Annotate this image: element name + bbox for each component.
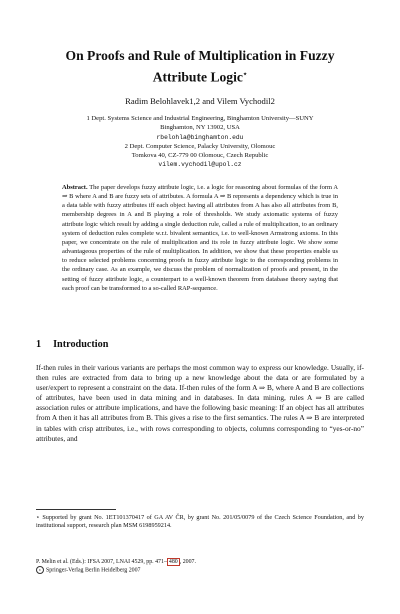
affiliation-1-email[interactable]: rbelohla@binghamton.edu [156, 133, 244, 141]
section-heading [36, 339, 108, 350]
publisher: Springer-Verlag Berlin Heidelberg 2007 [46, 567, 141, 574]
citation-prefix: P. Melin et al. (Eds.): IFSA 2007, LNAI 4529, pp. 471– [36, 559, 167, 565]
section-title: Introduction [53, 339, 109, 350]
abstract [62, 183, 338, 293]
introduction-paragraph: If-then rules in their various variants are perhaps the most common way to express our knowledge. Usually, if-then rules are extracted from data to bring up a new knowledge about the data or are formulated by a user/expert to represent a constraint on the data. If-then rules of the form A ⇒ B, where A and B are collections of attributes, have been used in data mining and in databases. In data mining, rules A ⇒ B are called association rules or attribute implications, and have the following basic meaning: If an object has all attributes from A then it has all attributes from B. This gives a rise to the first semantics. The rules A ⇒ B are interpreted in tables with crisp attributes, i.e., with rows corresponding to objects, columns corresponding to “yes-or-no” attributes, and [36, 363, 364, 443]
affiliation-2-email[interactable]: vilem.vychodil@upol.cz [158, 161, 242, 169]
copyright-icon: c [36, 566, 44, 574]
paper-title [30, 47, 370, 87]
footnote: ⋆ Supported by grant No. 1ET101370417 of GA AV ČR, by grant No. 201/05/0079 of the Czech Science Foundation, and by institutional support, research plan MSM 6198959214. [36, 514, 364, 530]
section-number: 1 [36, 339, 42, 350]
title-footnote-mark: ⋆ [242, 70, 248, 78]
affiliation-2-line-1: 2 Dept. Computer Science, Palacky University, Olomouc [124, 142, 276, 150]
publication-info-line-2 [36, 566, 364, 574]
title-line-1: On Proofs and Rule of Multiplication in Fuzzy [65, 48, 335, 63]
publication-info [36, 558, 364, 574]
abstract-label: Abstract. [62, 184, 88, 191]
citation-suffix: , 2007. [179, 559, 196, 565]
affiliation-2-line-2: Tomkova 40, CZ-779 00 Olomouc, Czech Republic [131, 152, 269, 160]
affiliations [36, 114, 364, 170]
affiliation-1-line-2: Binghamton, NY 13902, USA [160, 124, 240, 132]
page-range-end-link[interactable]: 480 [168, 559, 178, 565]
affiliation-1-line-1: 1 Dept. Systems Science and Industrial Engineering, Binghamton University—SUNY [86, 115, 314, 122]
publication-info-line-1 [36, 558, 364, 566]
abstract-text: The paper develops fuzzy attribute logic, i.e. a logic for reasoning about formulas of the form A ⇒ B where A and B are fuzzy sets of attributes. A formula A ⇒ B represents a dependency which is true in a data table with fuzzy attributes iff each object having all attributes from A has also all attributes from B, membership degrees in A and B playing a role of thresholds. We study axiomatic systems of fuzzy attribute logic which result by adding a single deduction rule, called a rule of multiplication, to an ordinary system of deduction rules complete w.r.t. bivalent semantics, i.e. to well-known Armstrong axioms. In this paper, we concentrate on the rule of multiplication and its role in fuzzy attribute logic. We show some advantageous properties of the rule of multiplication. In addition, we show that these properties enable us to reduce selected problems concerning proofs in fuzzy attribute logic to the corresponding problems in the ordinary case. As an example, we discuss the problem of normalization of proofs and present, in the setting of fuzzy attribute logic, a counterpart to a well-known theorem from database theory saying that each proof can be transformed to a so-called RAP-sequence. [62, 184, 338, 292]
footnote-rule [36, 509, 116, 510]
authors: Radim Belohlavek1,2 and Vilem Vychodil2 [125, 96, 275, 106]
title-line-2: Attribute Logic [152, 69, 243, 85]
